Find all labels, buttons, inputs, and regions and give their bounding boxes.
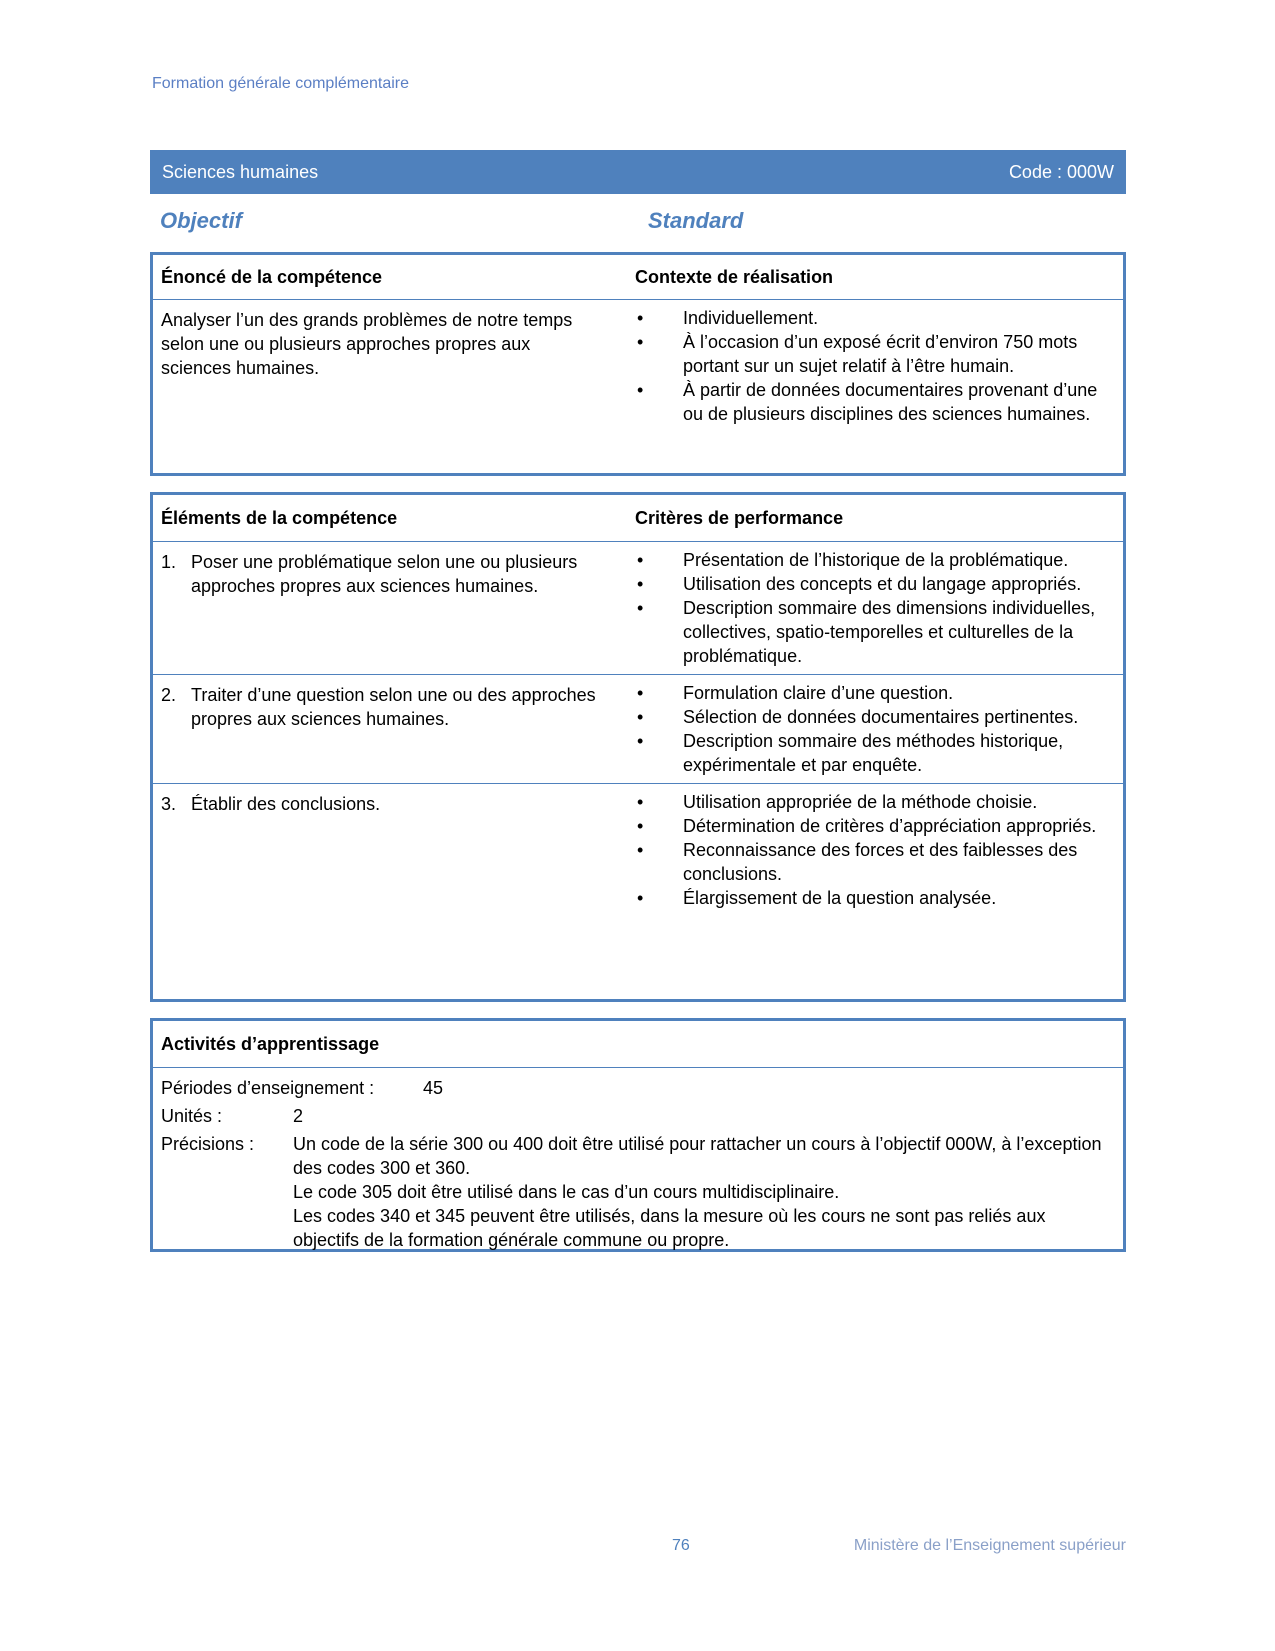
precisions-line: [161, 1132, 1115, 1252]
title-bar: [150, 150, 1126, 194]
elements-box: [150, 492, 1126, 1002]
criterion-item: • Utilisation appropriée de la méthode choisie.: [635, 790, 1123, 814]
context-item: • Individuellement.: [635, 306, 1123, 330]
page-number: 76: [672, 1537, 690, 1554]
competence-box-header: [153, 255, 1123, 300]
criteria-header: Critères de performance: [635, 507, 844, 528]
element-row: [153, 783, 1123, 916]
objectif-heading: Objectif: [160, 208, 242, 233]
activities-details: [153, 1068, 1123, 1264]
criteria-list: [635, 790, 1123, 910]
element-number: 3.: [161, 794, 177, 814]
precisions-list: [293, 1132, 1115, 1252]
precision-item: Les codes 340 et 345 peuvent être utilisés, dans la mesure où les cours ne sont pas reliés aux objectifs de la formation générale commune ou propre.: [293, 1206, 1046, 1250]
competence-row: [153, 300, 1123, 432]
criterion-item: • Détermination de critères d’appréciation appropriés.: [635, 814, 1123, 838]
criterion-item: • Présentation de l’historique de la problématique.: [635, 548, 1123, 572]
units-line: [161, 1104, 1115, 1128]
precisions-label: Précisions :: [161, 1134, 255, 1154]
course-code: Code : 000W: [1008, 161, 1114, 182]
criteria-list: [635, 681, 1123, 777]
context-item: • À partir de données documentaires provenant d’une ou de plusieurs disciplines des sciences humaines.: [635, 378, 1123, 426]
criterion-item: • Reconnaissance des forces et des faiblesses des conclusions.: [635, 838, 1123, 886]
context-item: • À l’occasion d’un exposé écrit d’environ 750 mots portant sur un sujet relatif à l’être humain.: [635, 330, 1123, 378]
competence-statement: Analyser l’un des grands problèmes de notre temps selon une ou plusieurs approches propres aux sciences humaines.: [161, 310, 573, 378]
units-label: Unités :: [161, 1106, 223, 1126]
element-number: 1.: [161, 552, 177, 572]
ministry-name: Ministère de l’Enseignement supérieur: [853, 1537, 1126, 1554]
activities-box-header: [153, 1021, 1123, 1068]
criterion-item: • Utilisation des concepts et du langage appropriés.: [635, 572, 1123, 596]
context-list: [635, 306, 1123, 426]
activities-header: Activités d’apprentissage: [161, 1033, 380, 1054]
periods-value: 45: [423, 1078, 444, 1098]
criterion-item: • Description sommaire des méthodes historique, expérimentale et par enquête.: [635, 729, 1123, 777]
criterion-item: • Description sommaire des dimensions individuelles, collectives, spatio-temporelles et culturelles de la problématique.: [635, 596, 1123, 668]
element-row: [153, 674, 1123, 783]
periods-label: Périodes d’enseignement :: [161, 1078, 375, 1098]
element-item: [161, 683, 625, 731]
competence-box: [150, 252, 1126, 476]
page-footer: [672, 1537, 1126, 1555]
element-row: [153, 542, 1123, 674]
course-title: Sciences humaines: [162, 161, 319, 182]
element-number: 2.: [161, 685, 177, 705]
element-text: Traiter d’une question selon une ou des approches propres aux sciences humaines.: [191, 685, 596, 729]
criterion-item: • Sélection de données documentaires pertinentes.: [635, 705, 1123, 729]
statement-header: Énoncé de la compétence: [161, 266, 383, 287]
element-item: [161, 792, 625, 816]
units-value: 2: [293, 1106, 304, 1126]
elements-header: Éléments de la compétence: [161, 507, 398, 528]
criterion-item: • Élargissement de la question analysée.: [635, 886, 1123, 910]
activities-box: [150, 1018, 1126, 1252]
element-text: Poser une problématique selon une ou plusieurs approches propres aux sciences humaines.: [191, 552, 578, 596]
criteria-list: [635, 548, 1123, 668]
element-item: [161, 550, 625, 598]
running-header: Formation générale complémentaire: [152, 75, 410, 92]
precision-item: Le code 305 doit être utilisé dans le cas d’un cours multidisciplinaire.: [293, 1182, 840, 1202]
precision-item: Un code de la série 300 ou 400 doit être utilisé pour rattacher un cours à l’objectif 000W, à l’exception des codes 300 et 360.: [293, 1134, 1102, 1178]
elements-box-header: [153, 495, 1123, 542]
periods-line: [161, 1076, 1115, 1100]
context-header: Contexte de réalisation: [635, 266, 834, 287]
element-text: Établir des conclusions.: [191, 794, 381, 814]
criterion-item: • Formulation claire d’une question.: [635, 681, 1123, 705]
standard-heading: Standard: [648, 208, 744, 233]
